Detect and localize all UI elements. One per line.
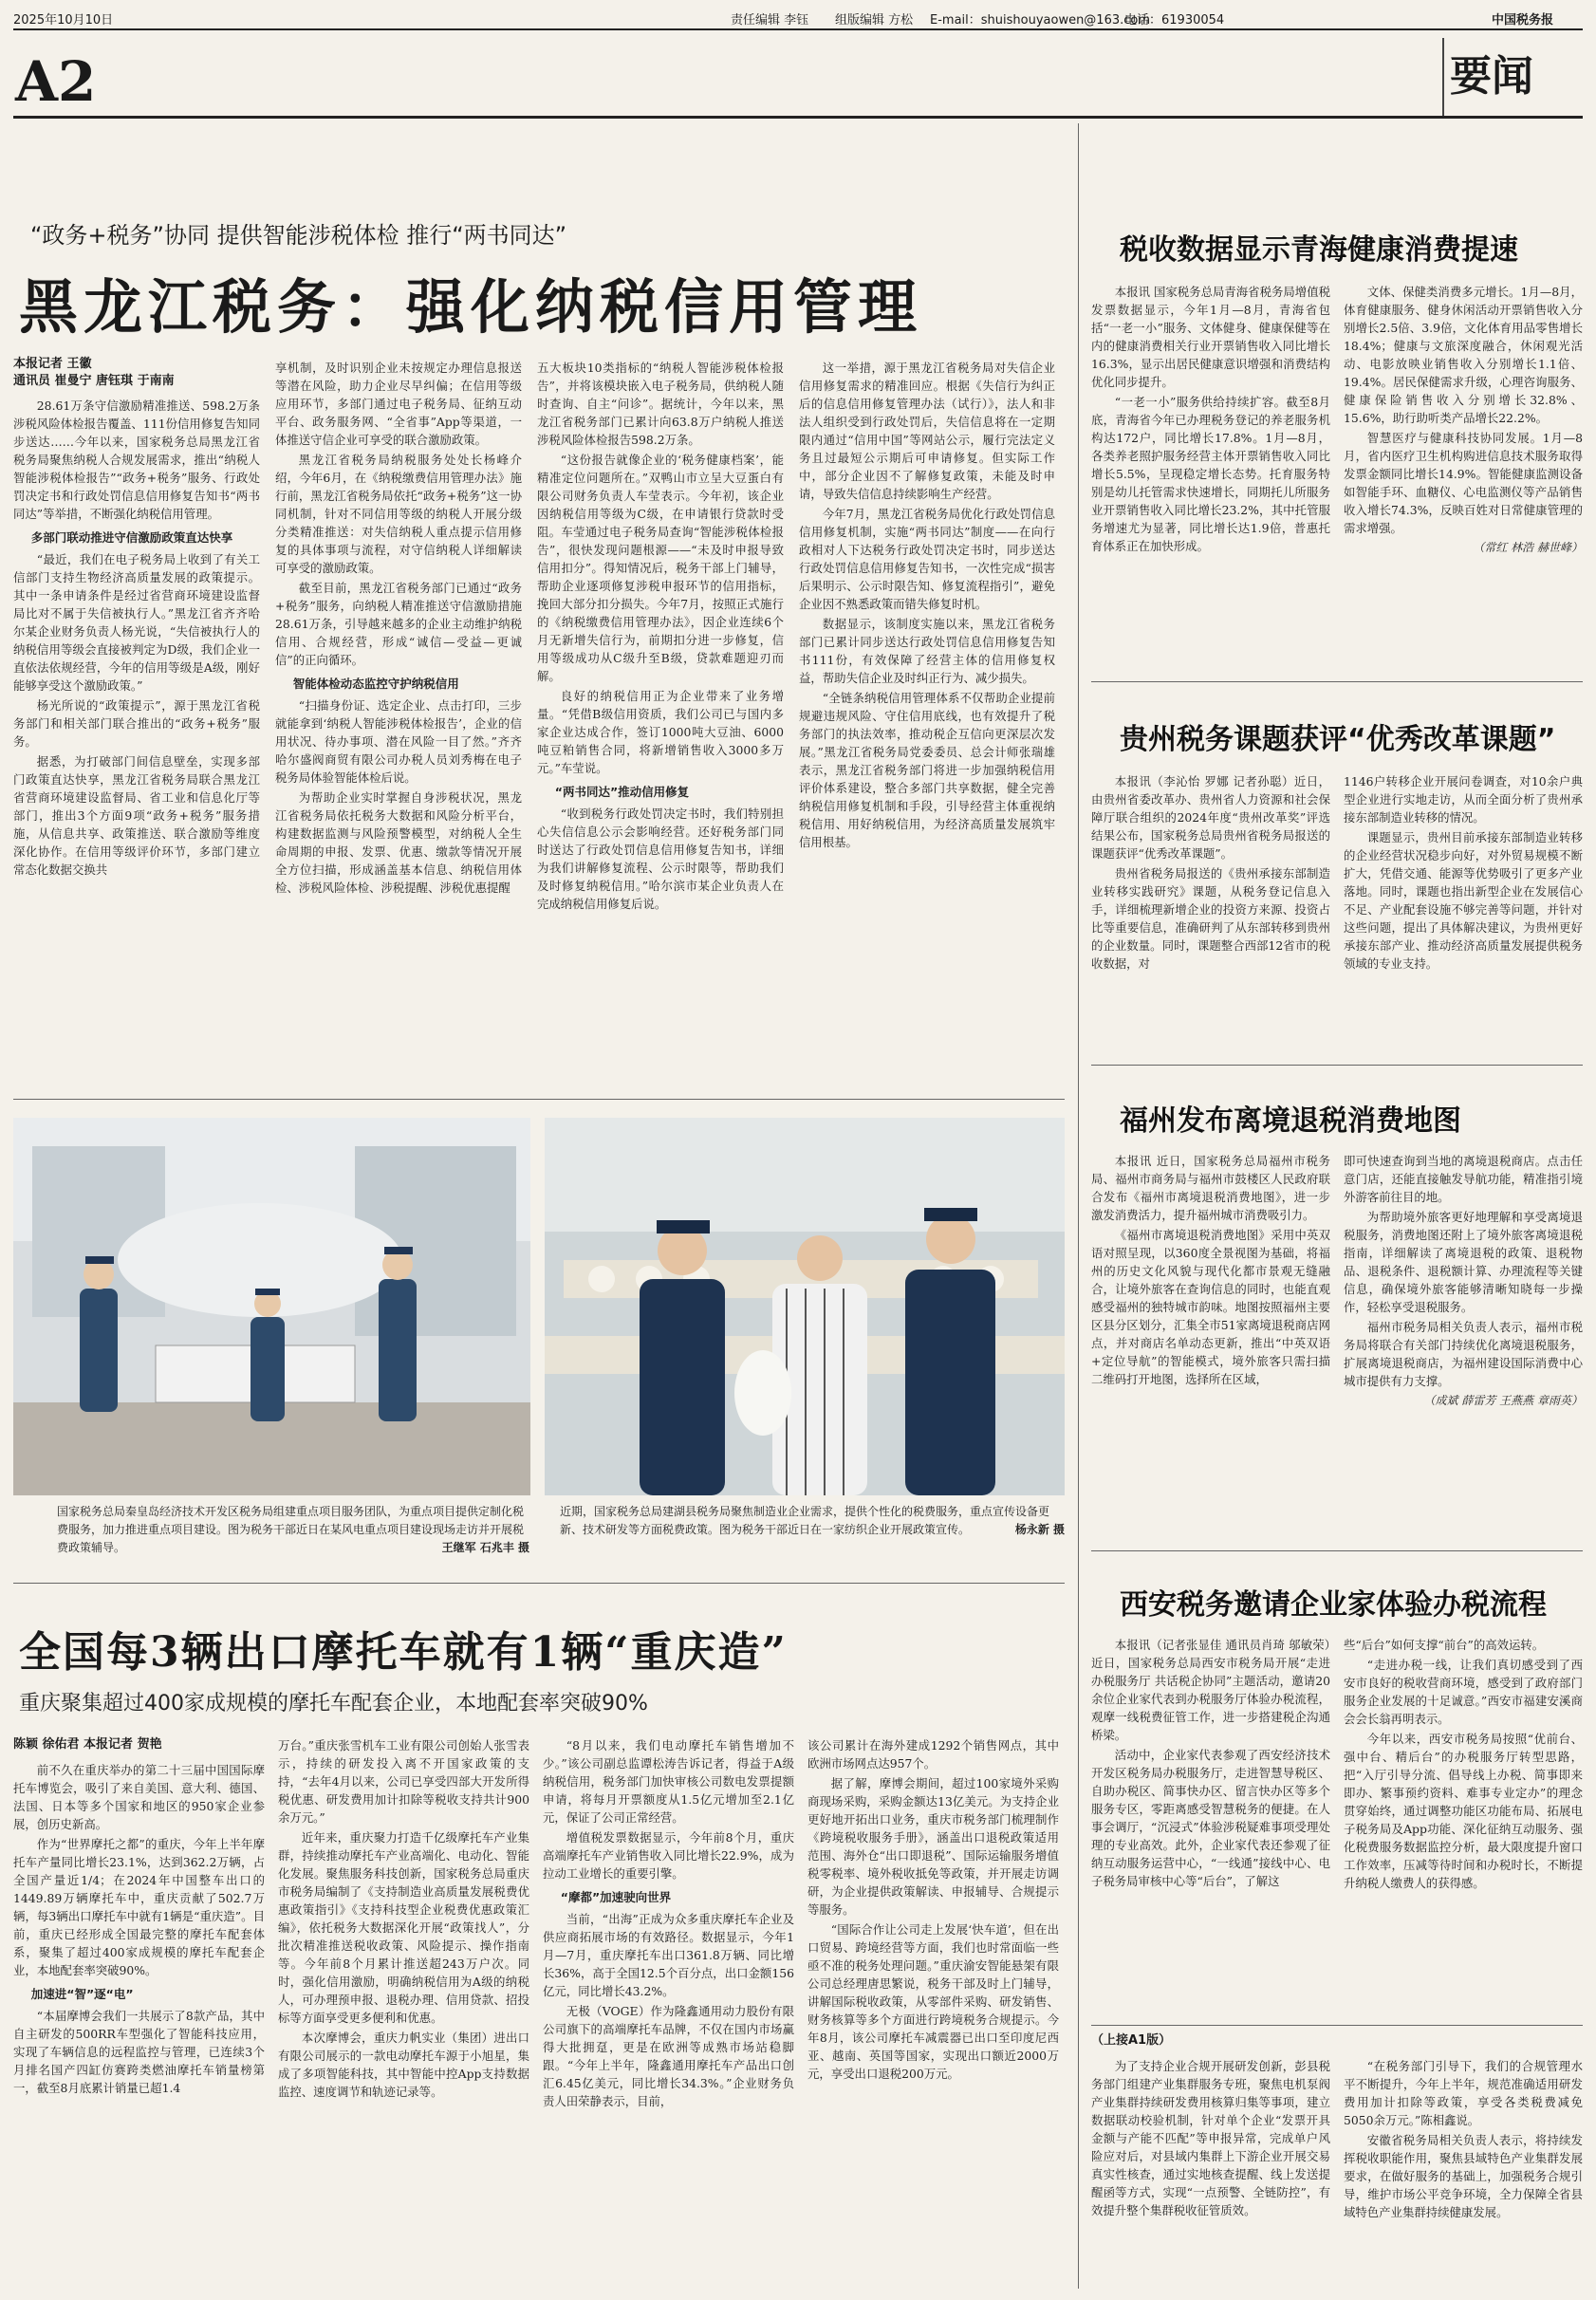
paragraph: “一老一小”服务供给持续扩容。截至8月底，青海省今年已办理税务登记的养老服务机构达172户，同比增长17.8%。1月—8月，各类养老照护服务经营主体开票销售收入同比增长5.5%，呈现稳定增长态势。托育服务特别是幼儿托管需求快速增长，同期托儿所服务业开票销售收入同比增长23.2%，其中托管服务增速尤为显著，同比增长达1.9倍，普惠托育体系正在加快形成。 bbox=[1091, 395, 1330, 553]
divider bbox=[1091, 1550, 1583, 1551]
paragraph: 当前，“出海”正成为众多重庆摩托车企业及供应商拓展市场的有效路径。数据显示，今年1月—7月，重庆摩托车出口361.8万辆、同比增长36%，高于全国12.5个百分点，出口金额156亿元，同比增长43.2%。 bbox=[543, 1912, 794, 1998]
paragraph: 截至目前，黑龙江省税务部门已通过“政务+税务”服务，向纳税人精准推送守信激励措施28.61万条，引导越来越多的企业主动维护纳税信用、合规经营，形成“诚信—受益—更诚信”的正向循环。 bbox=[275, 581, 522, 667]
qinghai-column-1 bbox=[1091, 283, 1330, 700]
section-divider bbox=[1442, 38, 1444, 116]
paragraph: 该公司累计在海外建成1292个销售网点，其中欧洲市场网点达957个。 bbox=[807, 1738, 1059, 1771]
paragraph: 本次摩博会，重庆力帆实业（集团）进出口有限公司展示的一款电动摩托车源于小旭星，集成了多项智能科技，其中智能中控App支持数据监控、速度调节和轨迹记录等。 bbox=[278, 2031, 529, 2099]
layout-editor: 组版编辑 方松 bbox=[835, 13, 914, 28]
responsible-editor: 责任编辑 李钰 bbox=[731, 13, 809, 28]
byline-reporter: 本报记者 王徽 bbox=[13, 357, 92, 371]
guizhou-column-2 bbox=[1344, 772, 1583, 1057]
paragraph: 1146户转移企业开展问卷调查，对10余户典型企业进行实地走访，从而全面分析了贵州承接东部制造业转移的情况。 bbox=[1344, 774, 1583, 825]
paragraph: 本报讯 国家税务总局青海省税务局增值税发票数据显示，今年1月—8月，青海省包括“一老一小”服务、文体健身、健康保健等在内的健康消费相关行业开票销售收入同比增长16.3%，显示出居民健康意识增强和消费结构优化同步提升。 bbox=[1091, 285, 1330, 389]
qinghai-signoff: （常红 林浩 赫世峰） bbox=[1473, 541, 1583, 554]
paragraph: 本报讯（李沁怡 罗娜 记者孙聪）近日，由贵州省委改革办、贵州省人力资源和社会保障厅联合组织的2024年度“贵州改革奖”评选结果公布，国家税务总局贵州省税务局报送的课题获评“优秀改革课题”。 bbox=[1091, 774, 1330, 861]
guizhou-title: 贵州税务课题获评“优秀改革课题” bbox=[1120, 723, 1556, 756]
subhead: 智能体检动态监控守护纳税信用 bbox=[292, 677, 459, 691]
paragraph: “最近，我们在电子税务局上收到了有关工信部门支持生物经济高质量发展的政策提示。其中一条申请条件是经过省营商环境建设监督局比对不属于失信被执行人。”黑龙江省齐齐哈尔某企业财务负责人杨光说，“失信被执行人的纳税信用等级会直接被判定为D级，我们企业一直依法依规经营，今年的信用等级是A级，刚好能够享受这个激励政策。” bbox=[13, 552, 260, 693]
header-rule bbox=[13, 28, 1583, 30]
guizhou-column-1 bbox=[1091, 772, 1330, 1057]
divider bbox=[13, 1099, 1065, 1100]
paragraph: 近年来，重庆聚力打造千亿级摩托车产业集群，持续推动摩托车产业高端化、电动化、智能化发展。聚焦服务科技创新，国家税务总局重庆市税务局编制了《支持制造业高质量发展税费优惠政策指引》《支持科技型企业税费优惠政策汇编》，依托税务大数据深化开展“政策找人”，分批次精准推送税收政策、风险提示、操作指南等。今年前8个月累计推送超243万户次。同时，强化信用激励，明确纳税信用为A级的纳税人，可办理预申报、退税办理、信用贷款、招投标等方面享受更多便利和优惠。 bbox=[278, 1830, 529, 2025]
paragraph: 《福州市离境退税消费地图》采用中英双语对照呈现，以360度全景视图为基础，将福州的历史文化风貌与现代化都市景观无缝融合，让境外旅客在查询信息的同时，也能直观感受福州的独特城市韵味。地图按照福州主要区县分区划分，汇集全市51家离境退税商店网点，并对商店名单动态更新，推出“中英双语+定位导航”的智能模式，境外旅客只需扫描二维码打开地图，选择所在区域， bbox=[1091, 1228, 1330, 1386]
paragraph: 前不久在重庆举办的第二十三届中国国际摩托车博览会，吸引了来自美国、意大利、德国、法国、日本等多个国家和地区的950家企业参展，创历史新高。 bbox=[13, 1763, 265, 1831]
paragraph: 活动中，企业家代表参观了西安经济技术开发区税务局办税服务厅，走进智慧导税区、自助办税区、简事快办区、留言快办区等多个服务专区，零距离感受智慧税务的便捷。在人事会调厅，“沉浸式”体验涉税疑难事项受理处理的专业高效。此外，企业家代表还参观了征纳互动服务运营中心，“一线通”接线中心、电子税务局审核中心等“后台”，了解这 bbox=[1091, 1748, 1330, 1888]
section-rule bbox=[13, 116, 1583, 119]
qinghai-column-2 bbox=[1344, 283, 1583, 700]
xian-column-2 bbox=[1344, 1636, 1583, 2017]
paragraph: 为帮助境外旅客更好地理解和享受离境退税服务，消费地图还附上了境外旅客离境退税指南，详细解读了离境退税的政策、退税物品、退税条件、退税额计算、办理流程等关键信息，确保境外旅客能够清晰知晓每一步操作，轻松享受退税服务。 bbox=[1344, 1210, 1583, 1314]
photo-textile-illustration bbox=[545, 1118, 1065, 1495]
paragraph: 些“后台”如何支撑“前台”的高效运转。 bbox=[1344, 1638, 1545, 1652]
paragraph: 今年7月，黑龙江省税务局优化行政处罚信息信用修复机制，实施“两书同达”制度——在向行政相对人下达税务行政处罚决定书时，同步送达行政处罚信息信用修复告知书，一次性完成“损害后果明示、公示时限告知、修复流程指引”，避免企业因不熟悉政策而错失修复时机。 bbox=[799, 507, 1055, 611]
paragraph: 28.61万条守信激励精准推送、598.2万条涉税风险体检报告覆盖、111份信用修复告知同步送达……今年以来，国家税务总局黑龙江省税务局聚焦纳税人合规发展需求，推出“纳税人智能涉税体检报告”“政务+税务”服务、行政处罚决定书和行政处罚信息信用修复告知书“两书同达”等举措，不断强化纳税信用管理。 bbox=[13, 399, 260, 521]
paragraph: 黑龙江省税务局纳税服务处处长杨峰介绍，今年6月，在《纳税缴费信用管理办法》施行前，黑龙江省税务局依托“政务+税务”这一协同机制，针对不同信用等级的纳税人开展分级分类精准推送：对失信纳税人重点提示信用修复的具体事项与流程，对守信纳税人详细解读可享受的激励政策。 bbox=[275, 453, 522, 575]
byline-correspondents: 通讯员 崔曼宁 唐钰琪 于南南 bbox=[13, 374, 175, 388]
moto-column-1 bbox=[13, 1761, 265, 2289]
section-number: A2 bbox=[15, 49, 97, 114]
paragraph: 智慧医疗与健康科技协同发展。1月—8月，省内医疗卫生机构购进信息技术服务取得发票金额同比增长14.9%。智能健康监测设备如智能手环、血糖仪、心电监测仪等产品销售收入增长74.3%，反映百姓对日常健康管理的需求增强。 bbox=[1344, 431, 1583, 535]
moto-column-2 bbox=[278, 1736, 529, 2289]
paragraph: 课题显示，贵州目前承接东部制造业转移的企业经营状况稳步向好，对外贸易规模不断扩大，凭借交通、能源等优势吸引了更多产业落地。同时，课题也指出新型企业在发展信心不足、产业配套设施不够完善等问题，并针对这些问题，提出了具体解决建议，为贵州更好承接东部产业、推动经济高质量发展提供税务领域的专业支持。 bbox=[1344, 830, 1583, 971]
paragraph: 数据显示，该制度实施以来，黑龙江省税务部门已累计同步送达行政处罚信息信用修复告知书111份，有效保障了经营主体的信用修复权益，帮助失信企业及时纠正行为、减少损失。 bbox=[799, 617, 1055, 685]
fuzhou-column-1 bbox=[1091, 1152, 1330, 1541]
lead-title: 黑龙江税务：强化纳税信用管理 bbox=[19, 272, 923, 342]
continued-label: （上接A1版） bbox=[1091, 2033, 1172, 2048]
paragraph: “这份报告就像企业的‘税务健康档案’，能精准定位问题所在。”双鸭山市立呈大豆蛋白有限公司财务负责人车莹表示。今年初，该企业因纳税信用等级为C级，在申请银行贷款时受阻。车莹通过电子税务局查询“智能涉税体检报告”，很快发现问题根源——“未及时申报导致信用扣分”。得知情况后，税务干部上门辅导，帮助企业逐项修复涉税申报环节的信用指标，挽回大部分扣分损失。今年7月，按照正式施行的《纳税缴费信用管理办法》，因企业连续6个月无新增失信行为，前期扣分进一步修复，信用等级成功从C级升至B级，贷款难题迎刃而解。 bbox=[537, 453, 784, 683]
paragraph: 为帮助企业实时掌握自身涉税状况，黑龙江省税务局依托税务大数据和风险分析平台，构建数据监测与风险预警模型，对纳税人全生命周期的申报、发票、优惠、缴款等情况开展全方位扫描，形成涵盖基本信息、纳税信用体检、涉税风险体检、涉税提醒、涉税优惠提醒 bbox=[275, 790, 522, 895]
photo-caption-2 bbox=[560, 1503, 1065, 1539]
paragraph: “收到税务行政处罚决定书时，我们特别担心失信信息公示会影响经营。还好税务部门同时送达了行政处罚信息信用修复告知书，详细为我们讲解修复流程、公示时限等，帮助我们及时修复纳税信用。”哈尔滨市某企业负责人在完成纳税信用修复后说。 bbox=[537, 807, 784, 911]
fuzhou-title: 福州发布离境退税消费地图 bbox=[1120, 1104, 1461, 1138]
divider bbox=[1091, 1065, 1583, 1066]
moto-byline: 陈颖 徐佑君 本报记者 贺艳 bbox=[13, 1737, 162, 1752]
paragraph: 这一举措，源于黑龙江省税务局对失信企业信用修复需求的精准回应。根据《失信行为纠正后的信息信用修复管理办法（试行）》，法人和非法人组织受到行政处罚后，失信信息将在一定期限内通过“信用中国”等网站公示，履行完法定义务且过最短公示期后可申请修复。但实际工作中，部分企业因不了解修复政策，未能及时申请，导致失信信息持续影响生产经营。 bbox=[799, 361, 1055, 501]
paragraph: 杨光所说的“政策提示”，源于黑龙江省税务部门和相关部门联合推出的“政务+税务”服务。 bbox=[13, 698, 260, 749]
caption-text: 近期，国家税务总局建湖县税务局聚焦制造业企业需求，提供个性化的税费服务，重点宣传设备更新、技术研发等方面税费政策。图为税务干部近日在一家纺织企业开展政策宣传。 bbox=[560, 1505, 1050, 1536]
paragraph: 享机制，及时识别企业未按规定办理信息报送等潜在风险，助力企业尽早纠偏；在信用等级应用环节，多部门通过电子税务局、征纳互动平台、政务服务网、“全省事”App等渠道，一体推送守信企业可享受的联合激励政策。 bbox=[275, 361, 522, 447]
photo-credit: 王继军 石兆丰 摄 bbox=[441, 1541, 529, 1554]
paragraph: 本报讯 近日，国家税务总局福州市税务局、福州市商务局与福州市鼓楼区人民政府联合发布《福州市离境退税消费地图》，进一步激发消费活力，提升福州城市消费吸引力。 bbox=[1091, 1154, 1330, 1222]
paragraph: “扫描身份证、选定企业、点击打印，三步就能拿到‘纳税人智能涉税体检报告’，企业的信用状况、待办事项、潜在风险一目了然。”齐齐哈尔盛阀商贸有限公司办税人员刘秀梅在电子税务局体验智能体检后说。 bbox=[275, 698, 522, 785]
divider bbox=[1091, 2025, 1583, 2026]
qinghai-title: 税收数据显示青海健康消费提速 bbox=[1120, 233, 1518, 267]
photo-textile-factory bbox=[545, 1118, 1065, 1495]
subhead: “摩都”加速驶向世界 bbox=[560, 1890, 672, 1904]
divider bbox=[1091, 681, 1583, 682]
paragraph: 今年以来，西安市税务局按照“优前台、强中台、精后台”的办税服务厅转型思路，把“入厅引导分流、倡导线上办税、简事即来即办、繁事预约资料、难事专业定办”的理念贯穿始终，通过调整功能区功能布局、拓展电子税务局及App功能、深化征纳互动服务、强化税费服务数据监控分析，最大限度提升窗口工作效率，压减等待时间和办税时长，不断提升纳税人缴费人的获得感。 bbox=[1344, 1732, 1583, 1890]
paragraph: 福州市税务局相关负责人表示，福州市税务局将联合有关部门持续优化离境退税服务，扩展离境退税商店，为福州建设国际消费中心城市提供有力支撑。 bbox=[1344, 1320, 1583, 1388]
paragraph: 增值税发票数据显示，今年前8个月，重庆高端摩托车产业销售收入同比增长22.9%，成为拉动工业增长的重要引擎。 bbox=[543, 1830, 794, 1881]
paragraph: 作为“世界摩托之都”的重庆，今年上半年摩托车产量同比增长23.1%，达到362.2万辆，占全国产量近1/4；在2024年中国整车出口的1449.89万辆摩托车中，重庆贡献了502.7万辆，每3辆出口摩托车中就有1辆是“重庆造”。目前，重庆已经形成全国最完整的摩托车配套体系，聚集了超过400家成规模的摩托车配套企业，本地配套率突破90%。 bbox=[13, 1837, 265, 1977]
paragraph: “8月以来，我们电动摩托车销售增加不少。”该公司副总监谭松涛告诉记者，得益于A级纳税信用，税务部门加快审核公司数电发票提额申请，将每月开票额度从1.5亿元增加至2.1亿元，保证了公司正常经营。 bbox=[543, 1738, 794, 1825]
continued-column-1 bbox=[1091, 2057, 1330, 2289]
xian-column-1 bbox=[1091, 1636, 1330, 2017]
lead-column-2 bbox=[275, 359, 522, 1089]
fuzhou-signoff: （成斌 薛雷芳 王燕燕 章雨英） bbox=[1423, 1394, 1583, 1407]
fuzhou-column-2 bbox=[1344, 1152, 1583, 1541]
paragraph: “全链条纳税信用管理体系不仅帮助企业提前规避违规风险、守住信用底线，也有效提升了税务部门的执法效率，推动税企互信向更深层次发展。”黑龙江省税务局党委委员、总会计师张瑞雄表示，黑龙江省税务部门将进一步加强纳税信用评价体系建设，整合多部门共享数据，健全完善纳税信用修复机制和手段，引导经营主体重视纳税信用、用好纳税信用，为经济高质量发展筑牢信用根基。 bbox=[799, 691, 1055, 849]
paragraph: 为了支持企业合规开展研发创新，彭县税务部门组建产业集群服务专班，聚焦电机泵阀产业集群持续研发费用核算归集等事项，建立数据联动校验机制，针对单个企业“发票开具金额与产能不匹配”等申报异常，完成单户风险应对后，对县域内集群上下游企业开展交易真实性核查，通过实地核查提醒、线上发送提醒函等方式，实现“一点预警、全链防控”，有效提升整个集群税收征管质效。 bbox=[1091, 2059, 1330, 2217]
lead-byline bbox=[13, 356, 260, 390]
xian-title: 西安税务邀请企业家体验办税流程 bbox=[1120, 1588, 1547, 1622]
phone: 电话：61930054 bbox=[1124, 13, 1225, 28]
paragraph: 即可快速查询到当地的离境退税商店。点击任意门店，还能直接触发导航功能，精准指引境外游客前往目的地。 bbox=[1344, 1154, 1583, 1204]
photo-wind-turbine-site bbox=[13, 1118, 530, 1495]
continued-column-2 bbox=[1344, 2057, 1583, 2289]
issue-date: 2025年10月10日 bbox=[13, 13, 114, 28]
section-name: 要闻 bbox=[1450, 52, 1533, 101]
right-column-divider bbox=[1078, 123, 1079, 2289]
paragraph: “走进办税一线，让我们真切感受到了西安市良好的税收营商环境，感受到了政府部门服务企业发展的十足诚意。”西安市福建安溪商会会长翁再明表示。 bbox=[1344, 1658, 1583, 1726]
caption-text: 国家税务总局秦皇岛经济技术开发区税务局组建重点项目服务团队，为重点项目提供定制化税费服务，加力推进重点项目建设。图为税务干部近日在某风电重点项目建设现场走访并开展税费政策辅导。 bbox=[57, 1505, 525, 1554]
paragraph: “本届摩博会我们一共展示了8款产品，其中自主研发的500RR车型强化了智能科技应用，实现了车辆信息的远程监控与管理，已连续3个月排名国产四缸仿赛跨类燃油摩托车销量榜第一，截至8月底累计销量已超1.4 bbox=[13, 2009, 265, 2095]
moto-title: 全国每3辆出口摩托车就有1辆“重庆造” bbox=[19, 1628, 788, 1677]
moto-subtitle: 重庆聚集超过400家成规模的摩托车配套企业，本地配套率突破90% bbox=[19, 1692, 648, 1716]
email: E-mail：shuishouyaowen@163.com bbox=[930, 13, 1151, 28]
paper-name: 中国税务报 bbox=[1492, 13, 1554, 28]
paragraph: “国际合作让公司走上发展‘快车道’，但在出口贸易、跨境经营等方面，我们也时常面临一些亟不准的税务处理问题。”重庆渝安智能悬架有限公司总经理唐思繁说，税务干部及时上门辅导，讲解国际税收政策，从零部件采购、研发销售、财务核算等多个方面进行跨境税务合规提示。今年8月，该公司摩托车减震器已出口至印度尼西亚、越南、英国等国家，实现出口额近2000万元，享受出口退税200万元。 bbox=[807, 1922, 1059, 2081]
lead-column-3 bbox=[537, 359, 784, 1089]
divider bbox=[13, 1583, 1065, 1584]
paragraph: 五大板块10类指标的“纳税人智能涉税体检报告”，并将该模块嵌入电子税务局，供纳税人随时查询、自主“问诊”。据统计，今年以来，黑龙江省税务部门已累计向63.8万户纳税人推送涉税风险体检报告598.2万条。 bbox=[537, 361, 784, 447]
paragraph: 据了解，摩博会期间，超过100家境外采购商现场采购，采购金额达13亿美元。为支持企业更好地开拓出口业务，重庆市税务部门梳理制作《跨境税收服务手册》，涵盖出口退税政策适用范围、海外仓“出口即退税”、国际运输服务增值税零税率、境外税收抵免等政策，并开展走访调研，为企业提供政策解读、申报辅导、合规提示等服务。 bbox=[807, 1776, 1059, 1917]
photo-wind-turbine-illustration bbox=[13, 1118, 530, 1495]
lead-column-4 bbox=[799, 359, 1055, 1089]
paragraph: “在税务部门引导下，我们的合规管理水平不断提升，今年上半年，规范准确适用研发费用加计扣除等政策，享受各类税费减免5050余万元。”陈相鑫说。 bbox=[1344, 2059, 1583, 2127]
subhead: “两书同达”推动信用修复 bbox=[554, 785, 690, 799]
subhead: 多部门联动推进守信激励政策直达快享 bbox=[30, 530, 233, 545]
paragraph: 据悉，为打破部门间信息壁垒，实现多部门政策直达快享，黑龙江省税务局联合黑龙江省营商环境建设监督局、省工业和信息化厅等部门，推出3个方面9项“政务+税务”服务措施，从信息共享、政策推送、联合激励等维度深化协作。在信用等级评价环节，多部门建立常态化数据交换共 bbox=[13, 754, 260, 877]
paragraph: 安徽省税务局相关负责人表示，将持续发挥税收职能作用，聚焦县域特色产业集群发展要求，在做好服务的基础上，加强税务合规引导，维护市场公平竞争环境，全力保障全省县域特色产业集群持续健康发展。 bbox=[1344, 2133, 1583, 2219]
paragraph: 万台。”重庆张雪机车工业有限公司创始人张雪表示，持续的研发投入离不开国家政策的支持，“去年4月以来，公司已享受四部大开发所得税优惠、研发费用加计扣除等税收支持共计900余万元。” bbox=[278, 1738, 529, 1825]
photo-credit: 杨永新 摄 bbox=[1014, 1523, 1065, 1536]
paragraph: 良好的纳税信用正为企业带来了业务增量。“凭借B级信用资质，我们公司已与国内多家企业达成合作，签订1000吨大豆油、6000吨豆粕销售合同，将新增销售收入3000多万元。”车莹说。 bbox=[537, 689, 784, 775]
paragraph: 无极（VOGE）作为隆鑫通用动力股份有限公司旗下的高端摩托车品牌，不仅在国内市场赢得大批拥趸，更是在欧洲等成熟市场站稳脚跟。“今年上半年，隆鑫通用摩托车产品出口创汇6.45亿美元，同比增长34.3%。”企业财务负责人田荣静表示，目前， bbox=[543, 2004, 794, 2108]
page-header bbox=[0, 0, 1596, 32]
moto-column-4 bbox=[807, 1736, 1059, 2289]
lead-column-1 bbox=[13, 397, 260, 1089]
paragraph: 贵州省税务局报送的《贵州承接东部制造业转移实践研究》课题，从税务登记信息入手，详细梳理新增企业的投资方来源、投资占比等重要信息，准确研判了从东部转移到贵州的企业数量。同时，课题整合西部12省市的税收数据，对 bbox=[1091, 866, 1330, 971]
subhead: 加速进“智”逐“电” bbox=[30, 1987, 134, 2001]
lead-kicker: “政务+税务”协同 提供智能涉税体检 推行“两书同达” bbox=[30, 222, 567, 249]
moto-column-3 bbox=[543, 1736, 794, 2289]
photo-caption-1 bbox=[57, 1503, 529, 1557]
paragraph: 本报讯（记者张显佳 通讯员肖琦 邬敏荣）近日，国家税务总局西安市税务局开展“走进办税服务厅 共话税企协同”主题活动，邀请20余位企业家代表到办税服务厅体验办税流程，观摩一线税费征管工作，进一步搭建税企沟通桥梁。 bbox=[1091, 1638, 1330, 1742]
paragraph: 文体、保健类消费多元增长。1月—8月，体育健康服务、健身休闲活动开票销售收入分别增长2.5倍、3.9倍，文化体育用品零售增长18.4%；健康与文旅深度融合，休闲观光活动、电影放映业销售收入分别增长1.1倍、19.4%。居民保健需求升级，心理咨询服务、健康保险销售收入分别增长32.8%、15.6%，助行助听类产品增长22.2%。 bbox=[1344, 285, 1583, 425]
